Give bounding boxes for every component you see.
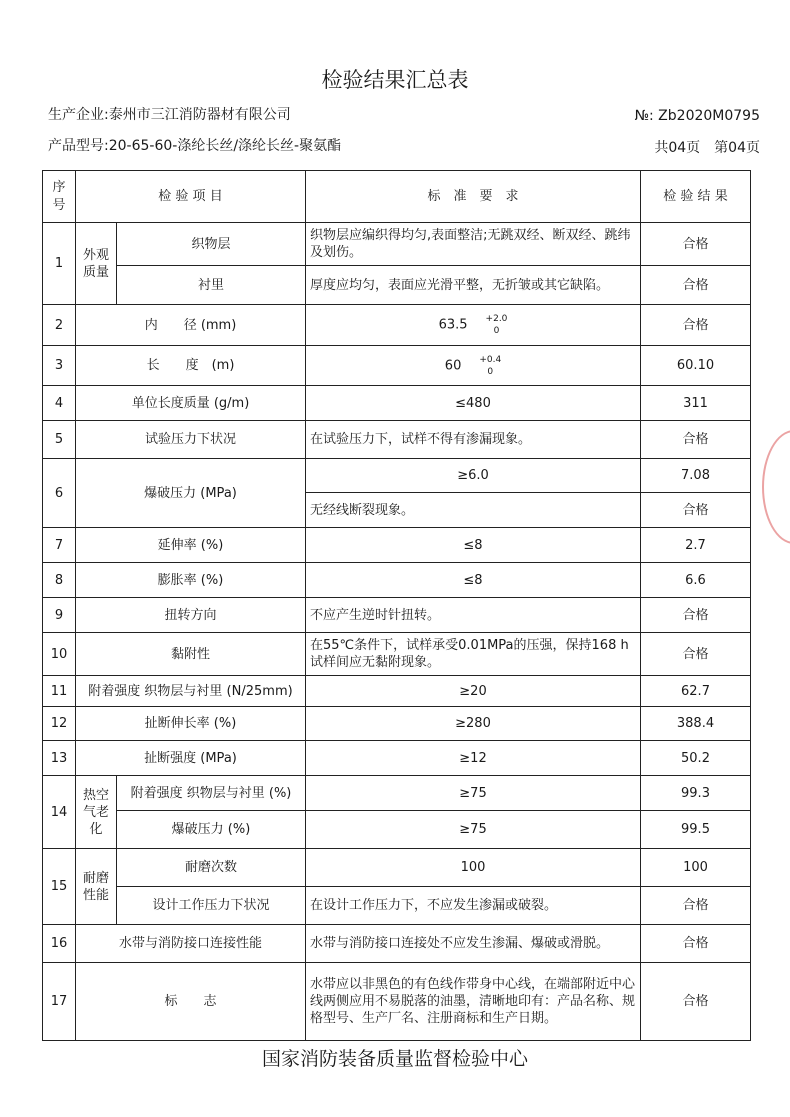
table-row bbox=[43, 459, 751, 493]
table-row bbox=[43, 421, 751, 459]
table-row bbox=[43, 598, 751, 633]
standard: ≥20 bbox=[306, 676, 641, 707]
standard: 无经线断裂现象。 bbox=[306, 493, 641, 528]
standard: ≥12 bbox=[306, 741, 641, 776]
item: 设计工作压力下状况 bbox=[117, 887, 306, 925]
result: 311 bbox=[641, 386, 751, 421]
item: 标 志 bbox=[76, 963, 306, 1041]
tolerance bbox=[486, 313, 508, 337]
item: 扯断伸长率 (%) bbox=[76, 707, 306, 741]
group: 耐磨性能 bbox=[76, 849, 117, 925]
table-row bbox=[43, 925, 751, 963]
table-row bbox=[43, 563, 751, 598]
result: 合格 bbox=[641, 266, 751, 305]
table-row bbox=[43, 346, 751, 386]
result: 99.5 bbox=[641, 811, 751, 849]
issuing-authority: 国家消防装备质量监督检验中心 bbox=[261, 1048, 528, 1070]
tolerance-up: +2.0 bbox=[485, 314, 508, 324]
seq: 17 bbox=[43, 963, 76, 1041]
table-row bbox=[43, 676, 751, 707]
table-row bbox=[43, 887, 751, 925]
result: 62.7 bbox=[641, 676, 751, 707]
item: 爆破压力 (%) bbox=[117, 811, 306, 849]
seq: 6 bbox=[43, 459, 76, 528]
result: 388.4 bbox=[641, 707, 751, 741]
result: 合格 bbox=[641, 887, 751, 925]
standard: ≥6.0 bbox=[306, 459, 641, 493]
standard: ≥75 bbox=[306, 776, 641, 811]
item: 耐磨次数 bbox=[117, 849, 306, 887]
result: 100 bbox=[641, 849, 751, 887]
tolerance-down: 0 bbox=[487, 366, 494, 377]
tolerance bbox=[479, 354, 501, 378]
result: 7.08 bbox=[641, 459, 751, 493]
page-count: 共04页 第04页 bbox=[654, 140, 760, 156]
standard-value: 63.5 bbox=[438, 317, 468, 333]
table-row bbox=[43, 849, 751, 887]
table-row bbox=[43, 223, 751, 266]
tolerance-up: +0.4 bbox=[479, 354, 502, 365]
table-row bbox=[43, 266, 751, 305]
seq: 15 bbox=[43, 849, 76, 925]
table-row bbox=[43, 528, 751, 563]
result: 合格 bbox=[641, 223, 751, 266]
page-title: 检验结果汇总表 bbox=[321, 68, 469, 92]
item: 单位长度质量 (g/m) bbox=[76, 386, 306, 421]
result: 合格 bbox=[641, 925, 751, 963]
standard: 在设计工作压力下，不应发生渗漏或破裂。 bbox=[306, 887, 641, 925]
standard: 织物层应编织得均匀,表面整洁;无跳双经、断双经、跳纬及划伤。 bbox=[306, 223, 641, 266]
seal-stamp bbox=[762, 430, 790, 544]
header-standard: 标 准 要 求 bbox=[306, 171, 641, 223]
result: 合格 bbox=[641, 421, 751, 459]
seq: 8 bbox=[43, 563, 76, 598]
seq: 1 bbox=[43, 223, 76, 305]
seq: 7 bbox=[43, 528, 76, 563]
standard: ≤8 bbox=[306, 563, 641, 598]
header-result: 检 验 结 果 bbox=[641, 171, 751, 223]
product-model: 产品型号:20-65-60-涤纶长丝/涤纶长丝-聚氨酯 bbox=[48, 138, 342, 154]
seq: 10 bbox=[43, 633, 76, 676]
standard: 100 bbox=[306, 849, 641, 887]
result: 合格 bbox=[641, 493, 751, 528]
standard: 不应产生逆时针扭转。 bbox=[306, 598, 641, 633]
item: 膨胀率 (%) bbox=[76, 563, 306, 598]
standard-value: 60 bbox=[444, 358, 462, 373]
seq: 12 bbox=[43, 707, 76, 741]
result: 6.6 bbox=[641, 563, 751, 598]
item: 附着强度 织物层与衬里 (%) bbox=[117, 776, 306, 811]
seq: 3 bbox=[43, 346, 76, 386]
item: 扭转方向 bbox=[76, 598, 306, 633]
result: 合格 bbox=[641, 305, 751, 346]
seq: 2 bbox=[43, 305, 76, 346]
item: 扯断强度 (MPa) bbox=[76, 741, 306, 776]
seq: 5 bbox=[43, 421, 76, 459]
result: 50.2 bbox=[641, 741, 751, 776]
standard bbox=[306, 305, 641, 346]
header-seq: 序号 bbox=[43, 171, 76, 223]
item: 附着强度 织物层与衬里 (N/25mm) bbox=[76, 676, 306, 707]
standard: 水带与消防接口连接处不应发生渗漏、爆破或滑脱。 bbox=[306, 925, 641, 963]
company: 生产企业:泰州市三江消防器材有限公司 bbox=[48, 107, 291, 123]
report-number: №: Zb2020M0795 bbox=[634, 108, 760, 124]
standard: ≥75 bbox=[306, 811, 641, 849]
tolerance-down: 0 bbox=[493, 326, 500, 336]
seq: 13 bbox=[43, 741, 76, 776]
standard: ≥280 bbox=[306, 707, 641, 741]
seq: 16 bbox=[43, 925, 76, 963]
table-row bbox=[43, 776, 751, 811]
table-row bbox=[43, 741, 751, 776]
seq: 11 bbox=[43, 676, 76, 707]
item: 衬里 bbox=[117, 266, 306, 305]
results-table bbox=[42, 170, 751, 1041]
item: 试验压力下状况 bbox=[76, 421, 306, 459]
result: 合格 bbox=[641, 633, 751, 676]
seq: 14 bbox=[43, 776, 76, 849]
group: 外观质量 bbox=[76, 223, 117, 305]
table-row bbox=[43, 386, 751, 421]
standard bbox=[306, 346, 641, 386]
standard: 在试验压力下，试样不得有渗漏现象。 bbox=[306, 421, 641, 459]
table-row bbox=[43, 633, 751, 676]
standard: ≤480 bbox=[306, 386, 641, 421]
standard: ≤8 bbox=[306, 528, 641, 563]
table-header bbox=[43, 171, 751, 223]
standard: 厚度应均匀，表面应光滑平整，无折皱或其它缺陷。 bbox=[306, 266, 641, 305]
header-item: 检 验 项 目 bbox=[76, 171, 306, 223]
table-row bbox=[43, 305, 751, 346]
item: 水带与消防接口连接性能 bbox=[76, 925, 306, 963]
item: 内 径 (mm) bbox=[76, 305, 306, 346]
item: 长 度 (m) bbox=[76, 346, 306, 386]
table-row bbox=[43, 963, 751, 1041]
item: 爆破压力 (MPa) bbox=[76, 459, 306, 528]
seq: 9 bbox=[43, 598, 76, 633]
standard: 水带应以非黑色的有色线作带身中心线，在端部附近中心线两侧应用不易脱落的油墨，清晰地印有：产品名称、规格型号、生产厂名、注册商标和生产日期。 bbox=[306, 963, 641, 1041]
item: 延伸率 (%) bbox=[76, 528, 306, 563]
result: 合格 bbox=[641, 963, 751, 1041]
item: 织物层 bbox=[117, 223, 306, 266]
result: 99.3 bbox=[641, 776, 751, 811]
table-row bbox=[43, 707, 751, 741]
seq: 4 bbox=[43, 386, 76, 421]
result: 60.10 bbox=[641, 346, 751, 386]
group: 热空气老化 bbox=[76, 776, 117, 849]
table-row bbox=[43, 811, 751, 849]
item: 黏附性 bbox=[76, 633, 306, 676]
result: 合格 bbox=[641, 598, 751, 633]
standard: 在55℃条件下，试样承受0.01MPa的压强，保持168 h 试样间应无黏附现象。 bbox=[306, 633, 641, 676]
result: 2.7 bbox=[641, 528, 751, 563]
